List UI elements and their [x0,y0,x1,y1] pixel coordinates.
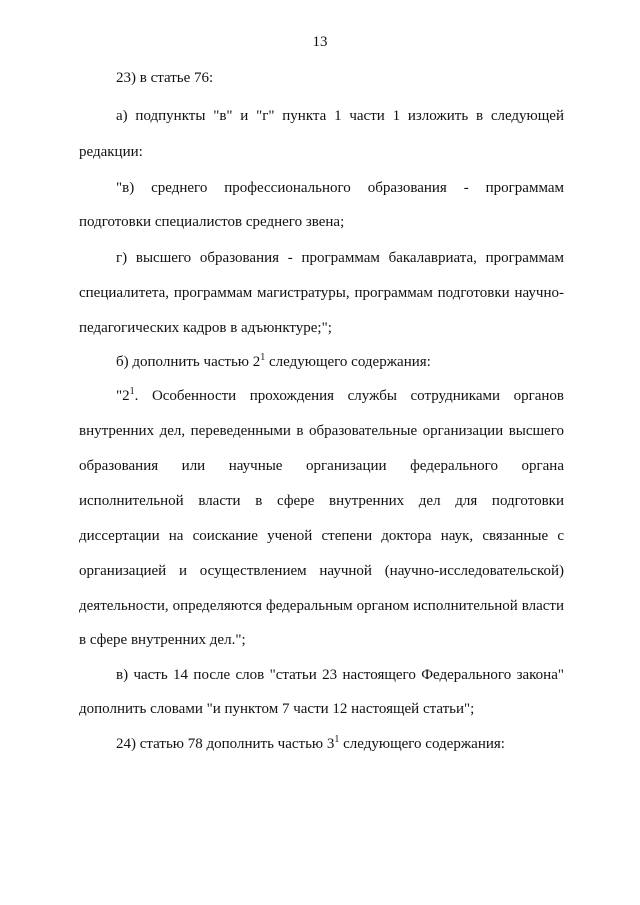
text-line: редакции: [79,144,143,160]
text-line: образования или научные организации федерального органа [79,458,564,474]
text-segment: следующего содержания: [265,354,431,370]
page-number: 13 [312,34,328,50]
text-line: организацией и осуществлением научной (научно-исследовательской) [79,563,564,579]
text-segment: следующего содержания: [339,736,505,752]
text-line: диссертации на соискание ученой степени доктора наук, связанные с [79,528,564,544]
text-segment: б) дополнить частью 2 [116,354,261,370]
text-line: в) часть 14 после слов "статьи 23 настоящего Федерального закона" [116,667,564,683]
text-line: 23) в статье 76: [116,70,214,86]
text-line: внутренних дел, переведенными в образовательные организации высшего [79,423,564,439]
superscript: 1 [334,734,340,745]
text-line: исполнительной власти в сфере внутренних дел для подготовки [79,493,564,509]
text-line: специалитета, программам магистратуры, программам подготовки научно- [79,285,564,301]
text-line [116,386,564,406]
superscript: 1 [129,386,135,397]
superscript: 1 [260,352,266,363]
text-line [116,352,431,372]
text-line: деятельности, определяются федеральным органом исполнительной власти [79,598,564,614]
text-segment: . Особенности прохождения службы сотрудниками органов [134,388,564,404]
text-line: подготовки специалистов среднего звена; [79,214,345,230]
text-line: педагогических кадров в адъюнктуре;"; [79,320,332,336]
text-line: в сфере внутренних дел."; [79,632,246,648]
text-segment: "2 [116,388,130,404]
text-segment: 24) статью 78 дополнить частью 3 [116,736,335,752]
text-line: а) подпункты "в" и "г" пункта 1 части 1 изложить в следующей [116,108,564,124]
text-line: дополнить словами "и пунктом 7 части 12 настоящей статьи"; [79,701,475,717]
text-line [116,734,505,754]
text-line: г) высшего образования - программам бакалавриата, программам [116,250,564,266]
text-line: "в) среднего профессионального образования - программам [116,180,564,196]
